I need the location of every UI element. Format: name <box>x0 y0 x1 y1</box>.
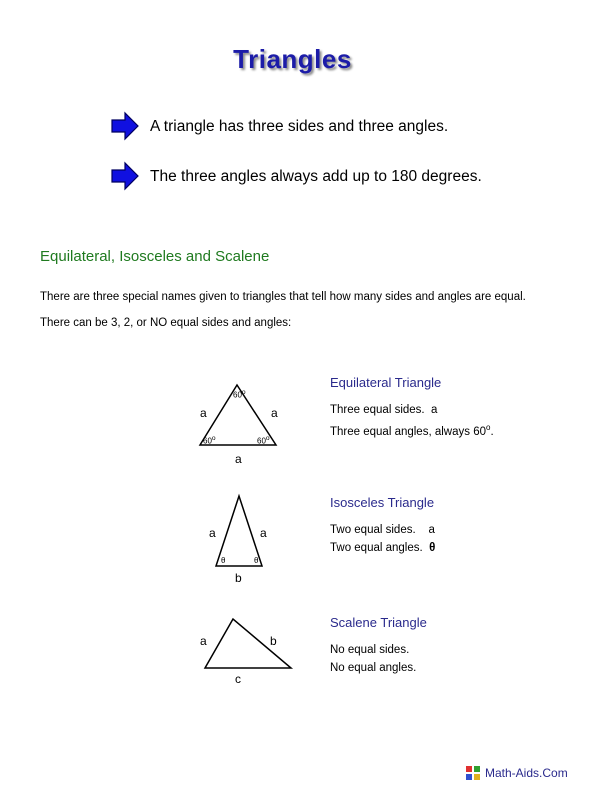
scalene-title: Scalene Triangle <box>330 615 427 630</box>
arrow-right-icon <box>110 111 140 141</box>
scalene-description <box>330 641 416 677</box>
equilateral-angle-left: 60$^o$ <box>203 435 216 446</box>
equilateral-line-1: Three equal sides. <box>330 404 425 416</box>
paragraph-1: There are three special names given to triangles that tell how many sides and angles are equal. <box>40 291 526 303</box>
paragraph-2: There can be 3, 2, or NO equal sides and angles: <box>40 317 292 329</box>
isosceles-side-left: a <box>209 526 216 540</box>
scalene-triangle-shape <box>205 619 291 668</box>
isosceles-line-1: Two equal sides. <box>330 524 416 536</box>
scalene-triangle-diagram <box>203 617 295 671</box>
isosceles-angle-right: θ <box>254 556 259 565</box>
bullet-text-2: The three angles always add up to 180 degrees. <box>150 168 482 185</box>
scalene-line-2: No equal angles. <box>330 662 417 674</box>
isosceles-side-right: a <box>260 526 267 540</box>
equilateral-title: Equilateral Triangle <box>330 375 442 390</box>
isosceles-line-2-symbol: θ <box>429 542 436 554</box>
equilateral-line-1-symbol: a <box>431 404 438 416</box>
equilateral-angle-right: 60$^o$ <box>257 435 270 446</box>
bullet-text-1: A triangle has three sides and three angles. <box>150 118 449 135</box>
equilateral-description: Three equal sides. a Three equal angles, always 60$^o$. <box>330 404 494 438</box>
equilateral-line-2: Three equal angles, always 60 <box>330 425 486 438</box>
footer-brand[interactable]: Math-Aids.Com <box>485 766 568 780</box>
scalene-line-1: No equal sides. <box>330 644 410 656</box>
page-title: Triangles <box>233 44 352 74</box>
isosceles-angle-left: θ <box>221 556 226 565</box>
scalene-side-bottom: c <box>235 672 241 686</box>
equilateral-side-bottom: a <box>235 452 242 466</box>
isosceles-line-2: Two equal angles. <box>330 542 423 554</box>
isosceles-side-bottom: b <box>235 571 242 585</box>
scalene-side-left: a <box>200 634 207 648</box>
equilateral-side-right: a <box>271 406 278 420</box>
isosceles-line-1-symbol: a <box>428 524 435 536</box>
equilateral-angle-top: 60$^o$ <box>233 389 246 400</box>
section-heading: Equilateral, Isosceles and Scalene <box>40 248 270 265</box>
math-aids-logo-icon <box>466 766 480 780</box>
equilateral-side-left: a <box>200 406 207 420</box>
scalene-side-right: b <box>270 634 277 648</box>
arrow-right-icon <box>110 161 140 191</box>
isosceles-description <box>330 521 435 557</box>
isosceles-title: Isosceles Triangle <box>330 495 435 510</box>
